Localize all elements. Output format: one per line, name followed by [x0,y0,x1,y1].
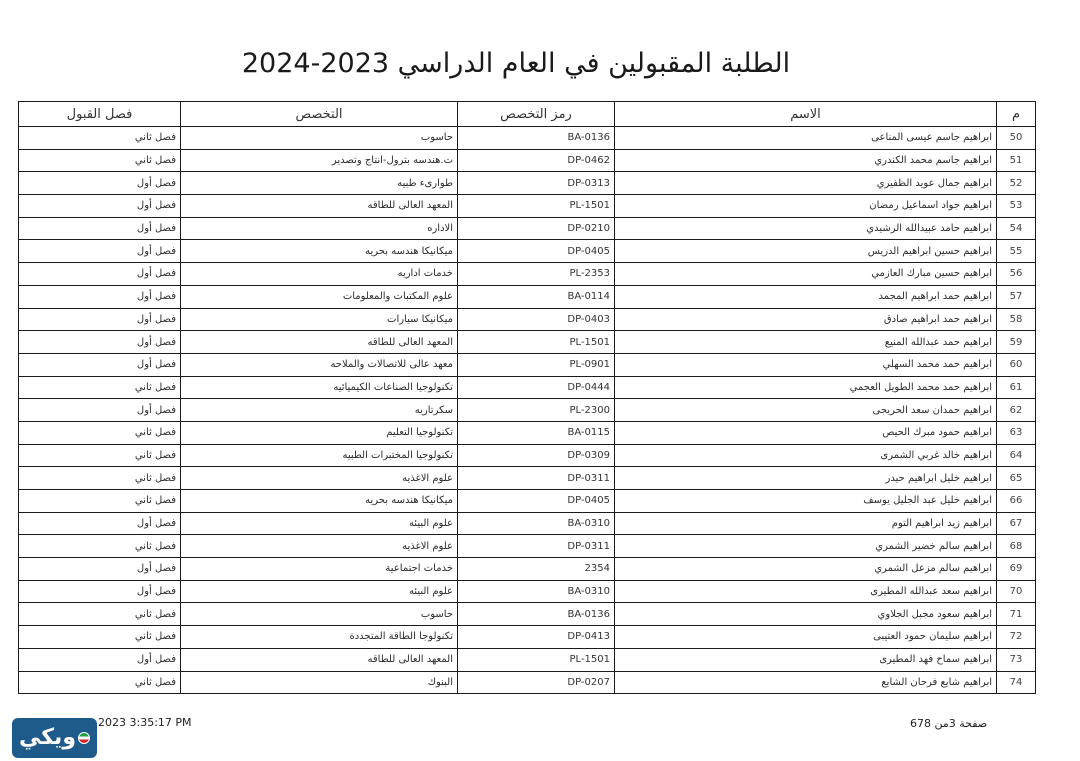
student-name-cell: ابراهيم حمد محمد الطويل العجمي [615,376,997,399]
row-number-cell: 50 [997,127,1036,150]
table-body [19,127,1036,694]
specialization-cell: علوم البيئه [181,580,458,603]
header-code: رمز التخصص [458,102,615,127]
row-number-cell: 56 [997,263,1036,286]
specialization-code-cell: DP-0403 [458,308,615,331]
specialization-cell: سكرتاريه [181,399,458,422]
specialization-code-cell: DP-0313 [458,172,615,195]
table-row [19,512,1036,535]
row-number-cell: 59 [997,331,1036,354]
specialization-cell: خدمات اجتماعية [181,558,458,581]
specialization-cell: الاداره [181,217,458,240]
student-name-cell: ابراهيم شايع فرحان الشايع [615,671,997,694]
table-row [19,331,1036,354]
page-title: الطلبة المقبولين في العام الدراسي 2023-2024 [241,48,791,79]
logo-text: ويكي [19,725,76,750]
specialization-cell: علوم الاغذيه [181,535,458,558]
table-row [19,558,1036,581]
specialization-cell: تكنولوجيا المختبرات الطبيه [181,444,458,467]
admission-semester-cell: فصل أول [19,217,181,240]
header-semester: فصل القبول [19,102,181,127]
specialization-cell: حاسوب [181,603,458,626]
admission-semester-cell: فصل أول [19,399,181,422]
admission-semester-cell: فصل أول [19,240,181,263]
specialization-code-cell: DP-0405 [458,240,615,263]
specialization-cell: ميكانيكا سيارات [181,308,458,331]
specialization-cell: المعهد العالى للطاقه [181,195,458,218]
student-name-cell: ابراهيم حسين مبارك العازمي [615,263,997,286]
specialization-code-cell: PL-1501 [458,195,615,218]
specialization-cell: البنوك [181,671,458,694]
specialization-code-cell: BA-0136 [458,127,615,150]
specialization-cell: معهد عالى للاتصالات والملاحه [181,353,458,376]
table-row [19,444,1036,467]
table-row [19,217,1036,240]
specialization-code-cell: PL-2353 [458,263,615,286]
table-row [19,149,1036,172]
row-number-cell: 55 [997,240,1036,263]
specialization-cell: ميكانيكا هندسه بحريه [181,490,458,513]
specialization-cell: علوم البيئه [181,512,458,535]
student-name-cell: ابراهيم سليمان حمود العتيبى [615,626,997,649]
admission-semester-cell: فصل أول [19,263,181,286]
row-number-cell: 57 [997,285,1036,308]
site-logo [12,718,97,758]
student-name-cell: ابراهيم سالم خضير الشمري [615,535,997,558]
specialization-code-cell: 2354 [458,558,615,581]
row-number-cell: 62 [997,399,1036,422]
specialization-cell: علوم الاغذيه [181,467,458,490]
student-name-cell: ابراهيم حمد ابراهيم صادق [615,308,997,331]
admission-semester-cell: فصل أول [19,331,181,354]
admission-semester-cell: فصل ثاني [19,376,181,399]
row-number-cell: 69 [997,558,1036,581]
admission-semester-cell: فصل ثاني [19,490,181,513]
admission-semester-cell: فصل ثاني [19,535,181,558]
admission-semester-cell: فصل أول [19,308,181,331]
header-name: الاسم [615,102,997,127]
row-number-cell: 51 [997,149,1036,172]
student-name-cell: ابراهيم سالم مزعل الشمري [615,558,997,581]
specialization-code-cell: BA-0310 [458,512,615,535]
student-name-cell: ابراهيم حمود مبرك الحيص [615,421,997,444]
table-row [19,421,1036,444]
specialization-code-cell: DP-0444 [458,376,615,399]
table-header-row [19,102,1036,127]
table-row [19,535,1036,558]
admission-semester-cell: فصل ثاني [19,421,181,444]
specialization-cell: ميكانيكا هندسه بحريه [181,240,458,263]
table-row [19,467,1036,490]
print-timestamp: 2023 3:35:17 PM [98,716,192,729]
specialization-code-cell: DP-0210 [458,217,615,240]
admission-semester-cell: فصل ثاني [19,467,181,490]
row-number-cell: 65 [997,467,1036,490]
specialization-code-cell: BA-0310 [458,580,615,603]
table-row [19,308,1036,331]
table-row [19,399,1036,422]
table-row [19,127,1036,150]
student-name-cell: ابراهيم حامد عبيدالله الرشيدي [615,217,997,240]
student-name-cell: ابراهيم سعود مجبل الجلاوي [615,603,997,626]
student-name-cell: ابراهيم زيد ابراهيم التوم [615,512,997,535]
row-number-cell: 53 [997,195,1036,218]
student-name-cell: ابراهيم خليل ابراهيم حيدر [615,467,997,490]
table-row [19,376,1036,399]
admission-semester-cell: فصل أول [19,285,181,308]
row-number-cell: 63 [997,421,1036,444]
student-name-cell: ابراهيم سعد عبدالله المطيرى [615,580,997,603]
specialization-code-cell: PL-2300 [458,399,615,422]
table-row [19,195,1036,218]
table-row [19,172,1036,195]
table-row [19,626,1036,649]
admission-semester-cell: فصل ثاني [19,444,181,467]
admission-semester-cell: فصل ثاني [19,626,181,649]
student-name-cell: ابراهيم حمد محمد السهلي [615,353,997,376]
row-number-cell: 71 [997,603,1036,626]
specialization-code-cell: PL-1501 [458,648,615,671]
specialization-code-cell: DP-0207 [458,671,615,694]
table-row [19,285,1036,308]
table-row [19,603,1036,626]
specialization-cell: علوم المكتبات والمعلومات [181,285,458,308]
table-row [19,353,1036,376]
row-number-cell: 73 [997,648,1036,671]
specialization-code-cell: DP-0309 [458,444,615,467]
specialization-cell: حاسوب [181,127,458,150]
specialization-code-cell: DP-0311 [458,467,615,490]
admission-semester-cell: فصل أول [19,172,181,195]
student-name-cell: ابراهيم سماح فهد المطيرى [615,648,997,671]
student-name-cell: ابراهيم جواد اسماعيل رمضان [615,195,997,218]
table-row [19,671,1036,694]
student-name-cell: ابراهيم خليل عبد الجليل يوسف [615,490,997,513]
specialization-code-cell: DP-0311 [458,535,615,558]
row-number-cell: 68 [997,535,1036,558]
specialization-cell: المعهد العالى للطاقه [181,648,458,671]
admission-semester-cell: فصل أول [19,580,181,603]
student-name-cell: ابراهيم خالد غربي الشمرى [615,444,997,467]
row-number-cell: 72 [997,626,1036,649]
admission-semester-cell: فصل ثاني [19,671,181,694]
table-row [19,263,1036,286]
specialization-cell: تكنولوجا الطاقة المتجددة [181,626,458,649]
student-name-cell: ابراهيم حسين ابراهيم الدريس [615,240,997,263]
student-name-cell: ابراهيم جاسم عيسى المناعى [615,127,997,150]
admission-semester-cell: فصل أول [19,558,181,581]
header-num: م [997,102,1036,127]
row-number-cell: 54 [997,217,1036,240]
specialization-cell: ت.هندسه بترول-انتاج وتصدير [181,149,458,172]
specialization-code-cell: PL-0901 [458,353,615,376]
table-row [19,580,1036,603]
specialization-cell: تكنولوجيا التعليم [181,421,458,444]
student-name-cell: ابراهيم جمال عويد الظفيري [615,172,997,195]
row-number-cell: 58 [997,308,1036,331]
admission-semester-cell: فصل أول [19,648,181,671]
specialization-code-cell: BA-0114 [458,285,615,308]
admission-semester-cell: فصل ثاني [19,149,181,172]
page-indicator: صفحة 3من 678 [910,717,988,730]
admission-semester-cell: فصل ثاني [19,127,181,150]
specialization-cell: خدمات اداريه [181,263,458,286]
admission-semester-cell: فصل أول [19,195,181,218]
row-number-cell: 52 [997,172,1036,195]
specialization-cell: المعهد العالى للطاقه [181,331,458,354]
admission-semester-cell: فصل أول [19,512,181,535]
specialization-code-cell: DP-0413 [458,626,615,649]
specialization-cell: تكنولوجيا الصناعات الكيميائيه [181,376,458,399]
row-number-cell: 67 [997,512,1036,535]
specialization-code-cell: DP-0462 [458,149,615,172]
row-number-cell: 70 [997,580,1036,603]
row-number-cell: 61 [997,376,1036,399]
admission-semester-cell: فصل أول [19,353,181,376]
specialization-code-cell: DP-0405 [458,490,615,513]
row-number-cell: 60 [997,353,1036,376]
admission-semester-cell: فصل ثاني [19,603,181,626]
student-name-cell: ابراهيم جاسم محمد الكندري [615,149,997,172]
kuwait-flag-icon [78,732,90,744]
student-name-cell: ابراهيم حمد ابراهيم المجمد [615,285,997,308]
row-number-cell: 74 [997,671,1036,694]
table-row [19,648,1036,671]
student-name-cell: ابراهيم حمد عبدالله المنيع [615,331,997,354]
specialization-code-cell: BA-0115 [458,421,615,444]
table-row [19,240,1036,263]
row-number-cell: 66 [997,490,1036,513]
specialization-code-cell: BA-0136 [458,603,615,626]
specialization-cell: طوارىء طبيه [181,172,458,195]
students-table [18,101,1036,694]
student-name-cell: ابراهيم حمدان سعد الحريجى [615,399,997,422]
header-specialization: التخصص [181,102,458,127]
specialization-code-cell: PL-1501 [458,331,615,354]
row-number-cell: 64 [997,444,1036,467]
table-row [19,490,1036,513]
